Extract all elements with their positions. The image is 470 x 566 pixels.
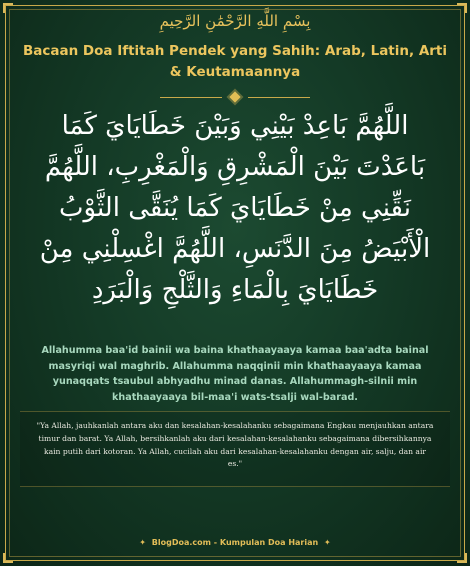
star-icon-left: ✦	[139, 538, 146, 547]
corner-ornament-bottom-left	[3, 553, 13, 563]
divider-line-left	[160, 97, 222, 98]
diamond-ornament-icon	[229, 91, 240, 102]
title-divider	[0, 92, 470, 102]
footer-credit	[0, 538, 470, 547]
arabic-doa-text: اللَّهُمَّ بَاعِدْ بَيْنِي وَبَيْنَ خَطَايَايَ كَمَا بَاعَدْتَ بَيْنَ الْمَشْرِقِ وَالْمَغْرِبِ، اللَّهُمَّ نَقِّنِي مِنْ خَطَايَايَ كَمَا يُنَقَّى الثَّوْبُ الْأَبْيَضُ مِنَ الدَّنَسِ، اللَّهُمَّ اغْسِلْنِي مِنْ خَطَايَايَ بِالْمَاءِ وَالثَّلْجِ وَالْبَرَدِ	[39, 111, 431, 305]
footer-text: BlogDoa.com - Kumpulan Doa Harian	[151, 538, 319, 547]
translation-box: "Ya Allah, jauhkanlah antara aku dan kesalahan-kesalahanku sebagaimana Engkau menjauhkan antara timur dan barat. Ya Allah, bersihkanlah aku dari kesalahan-kesalahanku sebagaimana dibersihkannya kain putih dari kotoran. Ya Allah, cucilah aku dari kesalahan-kesalahanku dengan air, salju, dan air es."	[20, 411, 450, 487]
star-icon-right: ✦	[324, 538, 331, 547]
corner-ornament-bottom-right	[457, 553, 467, 563]
page-title: Bacaan Doa Iftitah Pendek yang Sahih: Arab, Latin, Arti & Keutamaannya	[22, 43, 448, 80]
bismillah-heading: بِسْمِ اللَّهِ الرَّحْمَٰنِ الرَّحِيمِ	[159, 12, 311, 30]
divider-line-right	[248, 97, 310, 98]
latin-transliteration: Allahumma baa'id bainii wa baina khathaayaaya kamaa baa'adta bainal masyriqi wal maghrib. Allahumma naqqinii min khathaayaaya kamaa yunaqqats tsaubul abhyadhu minad danas. Allahummagh-silnii min khathaayaaya bil-maa'i wats-tsalji wal-barad.	[41, 345, 429, 403]
